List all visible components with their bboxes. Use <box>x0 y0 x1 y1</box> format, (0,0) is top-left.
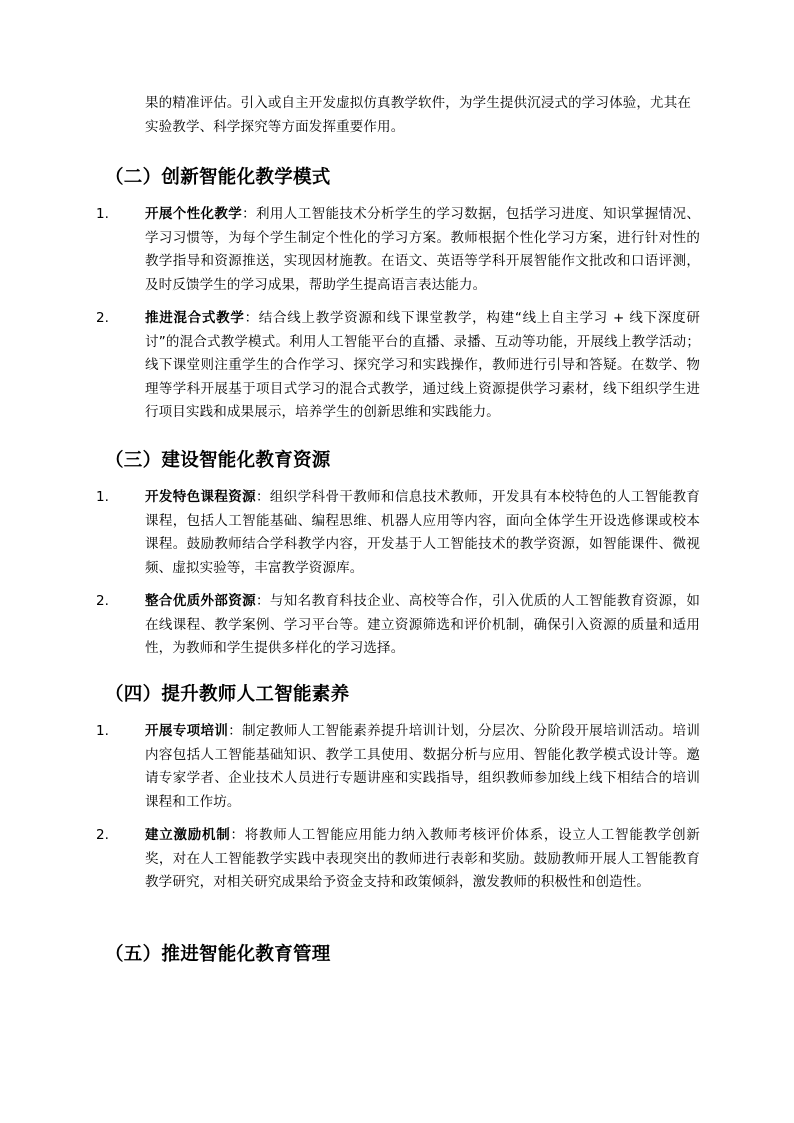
list-item-number: 1. <box>96 723 109 739</box>
list-item-lead: 开发特色课程资源 <box>145 489 257 505</box>
section-heading-5: （五）推进智能化教育管理 <box>105 944 331 965</box>
list-item-text: ：组织学科骨干教师和信息技术教师，开发具有本校特色的人工智能教育课程，包括人工智能基础、编程思维、机器人应用等内容，面向全体学生开设选修课或校本课程。鼓励教师结合学科教学内容，开发基于人工智能技术的教学资源，如智能课件、微视频、虚拟实验等，丰富教学资源库。 <box>145 489 700 576</box>
section-heading-4: （四）提升教师人工智能素养 <box>105 684 350 705</box>
list-item-text: ：结合线上教学资源和线下课堂教学，构建“线上自主学习 + 线下深度研讨”的混合式教学模式。利用人工智能平台的直播、录播、互动等功能，开展线上教学活动；线下课堂则注重学生的合作学习、探究学习和实践操作，教师进行引导和答疑。在数学、物理等学科开展基于项目式学习的混合式教学，通过线上资源提供学习素材，线下组织学生进行项目实践和成果展示，培养学生的创新思维和实践能力。 <box>145 310 700 420</box>
list-item-text: ：利用人工智能技术分析学生的学习数据，包括学习进度、知识掌握情况、学习习惯等，为每个学生制定个性化的学习方案。教师根据个性化学习方案，进行针对性的教学指导和资源推送，实现因材施教。在语文、英语等学科开展智能作文批改和口语评测，及时反馈学生的学习成果，帮助学生提高语言表达能力。 <box>145 206 700 293</box>
list-item-lead: 开展个性化教学 <box>145 206 243 222</box>
list-item-number: 2. <box>96 827 109 843</box>
list-item-body <box>145 307 700 425</box>
list-item-body <box>145 824 700 895</box>
list-item-text: ：与知名教育科技企业、高校等合作，引入优质的人工智能教育资源，如在线课程、教学案例、学习平台等。建立资源筛选和评价机制，确保引入资源的质量和适用性，为教师和学生提供多样化的学习选择。 <box>145 593 700 656</box>
list-item-text: ：制定教师人工智能素养提升培训计划，分层次、分阶段开展培训活动。培训内容包括人工智能基础知识、教学工具使用、数据分析与应用、智能化教学模式设计等。邀请专家学者、企业技术人员进行专题讲座和实践指导，组织教师参加线上线下相结合的培训课程和工作坊。 <box>145 723 700 810</box>
list-item-lead: 建立激励机制 <box>145 827 231 843</box>
section-heading-2: （二）创新智能化教学模式 <box>105 167 331 188</box>
list-item-number: 1. <box>96 206 109 222</box>
list-item-number: 2. <box>96 310 109 326</box>
list-item-body <box>145 720 700 814</box>
section-heading-3: （三）建设智能化教育资源 <box>105 450 331 471</box>
list-item-number: 1. <box>96 489 109 505</box>
list-item-lead: 整合优质外部资源 <box>145 593 257 609</box>
list-item-body <box>145 203 700 297</box>
continuation-paragraph: 果的精准评估。引入或自主开发虚拟仿真教学软件，为学生提供沉浸式的学习体验，尤其在实验教学、科学探究等方面发挥重要作用。 <box>145 95 691 135</box>
list-item-lead: 开展专项培训 <box>145 723 229 739</box>
list-item-number: 2. <box>96 593 109 609</box>
list-item-lead: 推进混合式教学 <box>145 310 245 326</box>
list-item-body <box>145 486 700 580</box>
list-item-text: ：将教师人工智能应用能力纳入教师考核评价体系，设立人工智能教学创新奖，对在人工智能教学实践中表现突出的教师进行表彰和奖励。鼓励教师开展人工智能教育教学研究，对相关研究成果给予资金支持和政策倾斜，激发教师的积极性和创造性。 <box>145 827 700 890</box>
list-item-body <box>145 590 700 661</box>
